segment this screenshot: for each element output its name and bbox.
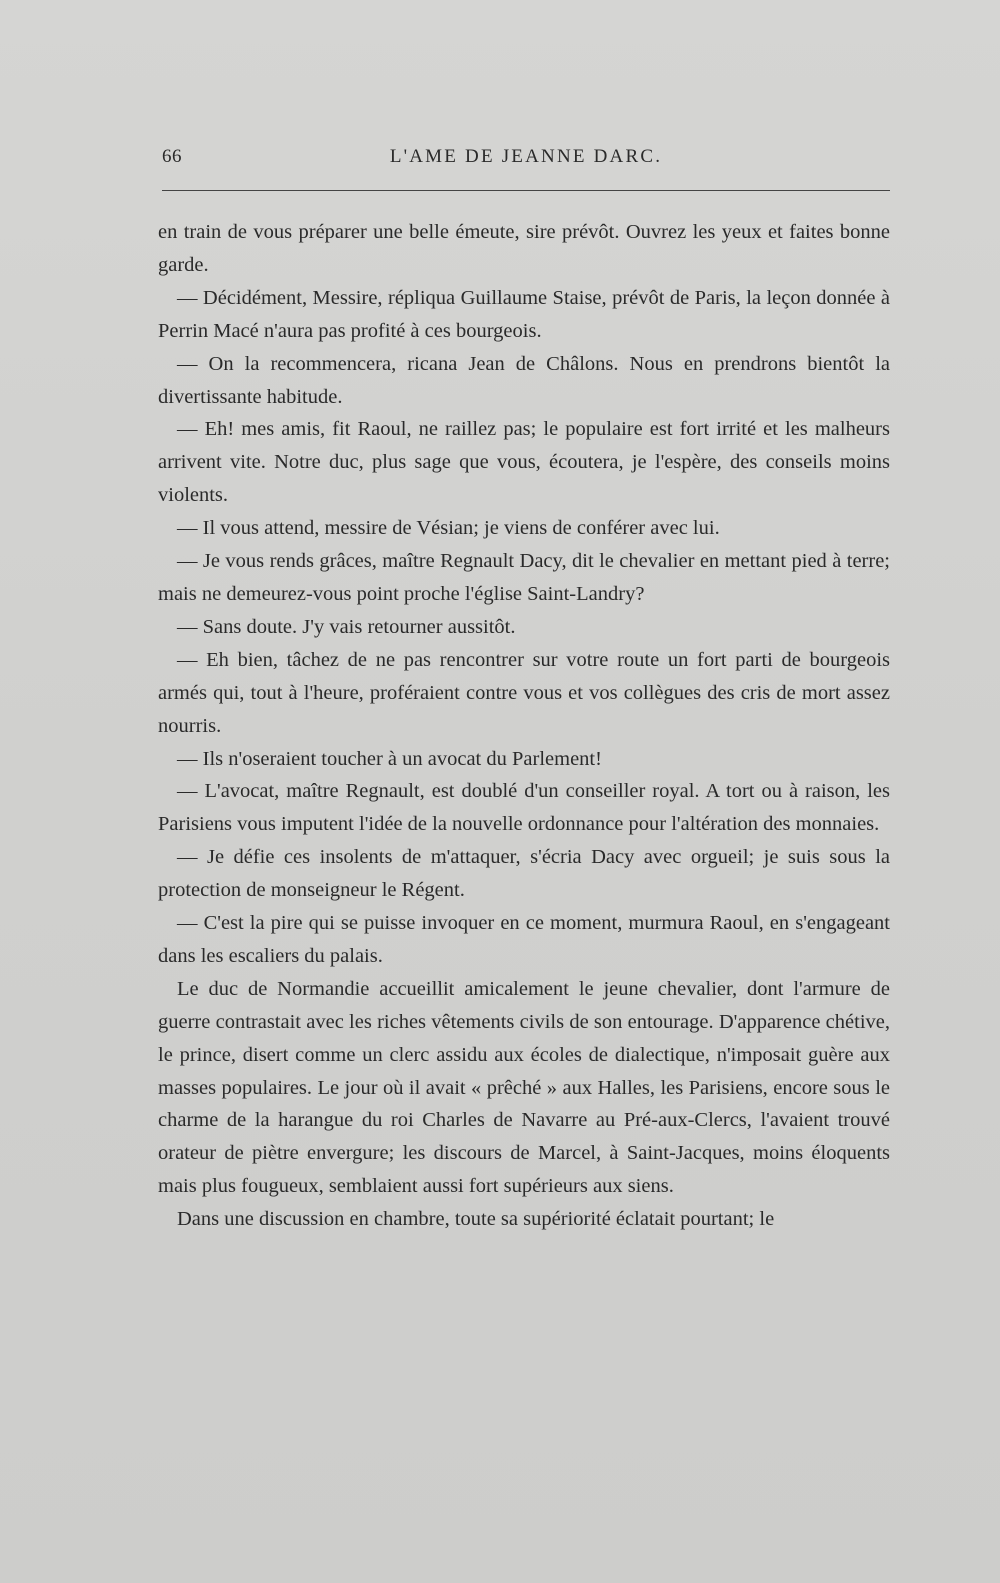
page-number: 66 (162, 146, 182, 167)
paragraph: Le duc de Normandie accueillit amicalement le jeune chevalier, dont l'armure de guerre contrastait avec les riches vêtements civils de son entourage. D'apparence chétive, le prince, disert comme un clerc assidu aux écoles de dialectique, n'imposait guère aux masses populaires. Le jour où il avait « prêché » aux Halles, les Parisiens, encore sous le charme de la harangue du roi Charles de Navarre au Pré-aux-Clercs, l'avaient trouvé orateur de piètre envergure; les discours de Marcel, à Saint-Jacques, moins éloquents mais plus fougueux, semblaient aussi fort supérieurs aux siens. (158, 977, 890, 1198)
page-header (162, 146, 890, 176)
paragraph: — Eh bien, tâchez de ne pas rencontrer sur votre route un fort parti de bourgeois armés qui, tout à l'heure, proféraient contre vous et vos collègues des cris de mort assez nourris. (158, 648, 890, 737)
paragraph: — On la recommencera, ricana Jean de Châlons. Nous en prendrons bientôt la divertissante habitude. (158, 352, 890, 408)
paragraph: en train de vous préparer une belle émeute, sire prévôt. Ouvrez les yeux et faites bonne garde. (158, 221, 890, 276)
paragraph: Dans une discussion en chambre, toute sa supériorité éclatait pourtant; le (177, 1208, 775, 1231)
paragraph: — Sans doute. J'y vais retourner aussitôt. (177, 615, 516, 638)
paragraph: — Je vous rends grâces, maître Regnault Dacy, dit le chevalier en mettant pied à terre; mais ne demeurez-vous point proche l'église Saint-Landry? (158, 550, 890, 605)
paragraph: — Il vous attend, messire de Vésian; je viens de conférer avec lui. (177, 517, 720, 540)
paragraph: — Je défie ces insolents de m'attaquer, s'écria Dacy avec orgueil; je suis sous la protection de monseigneur le Régent. (158, 846, 890, 902)
header-rule (162, 190, 890, 191)
paragraph: — C'est la pire qui se puisse invoquer en ce moment, murmura Raoul, en s'engageant dans les escaliers du palais. (158, 912, 890, 967)
running-title: L'AME DE JEANNE DARC. (389, 146, 663, 167)
paragraph: — Décidément, Messire, répliqua Guillaume Staise, prévôt de Paris, la leçon donnée à Perrin Macé n'aura pas profité à ces bourgeois. (158, 286, 890, 342)
paragraph: — Eh! mes amis, fit Raoul, ne raillez pas; le populaire est fort irrité et les malheurs arrivent vite. Notre duc, plus sage que vous, écoutera, je l'espère, des conseils moins violents. (158, 418, 890, 507)
paragraph: — L'avocat, maître Regnault, est doublé d'un conseiller royal. A tort ou à raison, les Parisiens vous imputent l'idée de la nouvelle ordonnance pour l'altération des monnaies. (158, 780, 890, 836)
body-text (158, 216, 890, 1236)
paragraph: — Ils n'oseraient toucher à un avocat du Parlement! (177, 747, 602, 770)
